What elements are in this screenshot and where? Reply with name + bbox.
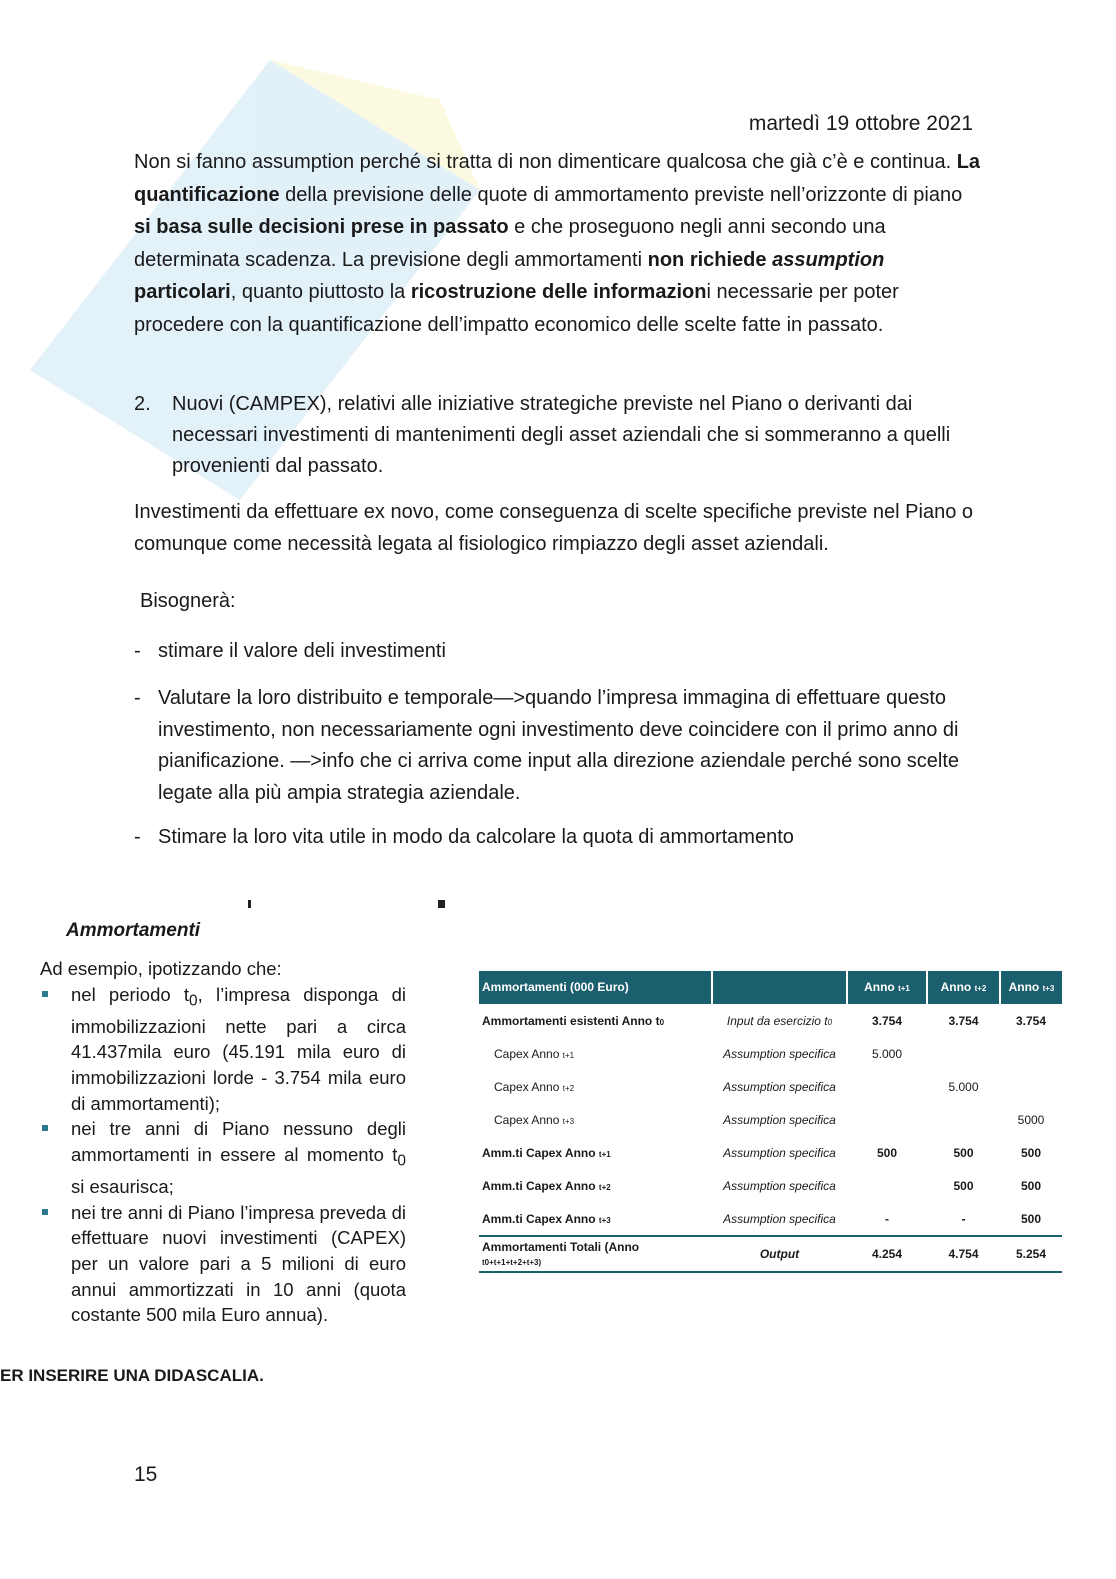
slide-assumptions [40,956,406,1328]
table-row: Ammortamenti esistenti Anno t0 Input da esercizio t0 3.754 3.754 3.754 [479,1003,1062,1037]
table-row: Amm.ti Capex Anno t+2 Assumption specifica 500 500 [482,1178,1042,1193]
header-year: Anno t+2 [927,971,1000,1003]
table-header-row [479,971,1062,1003]
slide-intro: Ad esempio, ipotizzando che: [40,958,282,979]
assumption-item: nel periodo $t_0$, l’impresa disponga di immobilizzazioni nette pari a circa 41.437mila euro (45.191 mila euro di immobilizzazioni lorde - 3.754 mila euro di ammortamenti); [40,982,406,1117]
table-total-row: Ammortamenti Totali (Anno t0+t+1+t+2+t+3) Output 4.254 4.754 5.254 [479,1236,1062,1272]
paragraph-ammortamenti-esistenti: Non si fanno assumption perché si tratta di non dimenticare qualcosa che già c’è e continua. La quantificazione della previsione delle quote di ammortamento previste nell’orizzonte di piano si basa sulle decisioni prese in passato e che proseguono negli anni secondo una determinata scadenza. La previsione degli ammortamenti non richiede assumption particolari, quanto piuttosto la ricostruzione delle informazioni necessarie per poter procedere con la quantificazione dell’impatto economico delle scelte fatte in passato. [134,151,981,336]
header-year: Anno t+1 [847,971,927,1003]
item-number: 2. [134,393,151,415]
dash-item: - stimare il valore deli investimenti [134,640,446,662]
document-date: martedì 19 ottobre 2021 [748,112,973,135]
assumption-item: nei tre anni di Piano nessuno degli ammortamenti in essere al momento $t_0$ si esaurisca; [40,1116,406,1199]
bisognera-label: Bisognerà: [140,590,236,612]
item-text: Nuovi (CAMPEX), relativi alle iniziative strategiche previste nel Piano o derivanti dai necessari investimenti di mantenimenti degli asset aziendali che si sommeranno a quelli provenienti dal passato. [172,393,951,477]
paragraph-investimenti: Investimenti da effettuare ex novo, come conseguenza di scelte specifiche previste nel Piano o comunque come necessità legata al fisiologico rimpiazzo degli asset aziendali. [134,501,974,555]
dash-item: - Valutare la loro distribuito e temporale—>quando l’impresa immagina di effettuare questo investimento, non necessariamente ogni investimento deve coincidere con il primo anno di pianificazione. —>info che ci arriva come input alla direzione aziendale perché sono scelte legate alla più ampia strategia aziendale. [134,687,960,804]
figure-caption: ER INSERIRE UNA DIDASCALIA. [0,1366,264,1385]
header-year: Anno t+3 [1000,971,1062,1003]
page-number: 15 [134,1463,158,1486]
table-row: Amm.ti Capex Anno t+1 Assumption specifica 500 500 500 [482,1145,1042,1160]
dash-item: - Stimare la loro vita utile in modo da calcolare la quota di ammortamento [134,826,794,848]
table-row: Capex Anno t+3 Assumption specifica 5000 [494,1112,1045,1127]
numbered-item-2 [134,389,984,482]
table-row: Capex Anno t+1 Assumption specifica 5.000 [494,1046,903,1061]
table-row: Capex Anno t+2 Assumption specifica 5.000 [494,1079,979,1094]
cropped-title-fragment [210,900,460,910]
table-row: Amm.ti Capex Anno t+3 Assumption specifica - - 500 [482,1211,1042,1226]
header-label: Ammortamenti (000 Euro) [479,971,712,1003]
header-source [712,971,847,1003]
slide-title: Ammortamenti [66,920,201,941]
ammortamenti-table [479,971,1062,1273]
assumption-item: nei tre anni di Piano l’impresa preveda di effettuare nuovi investimenti (CAPEX) per un valore pari a 5 milioni di euro annui ammortizzati in 10 anni (quota costante 500 mila Euro annua). [40,1200,406,1328]
